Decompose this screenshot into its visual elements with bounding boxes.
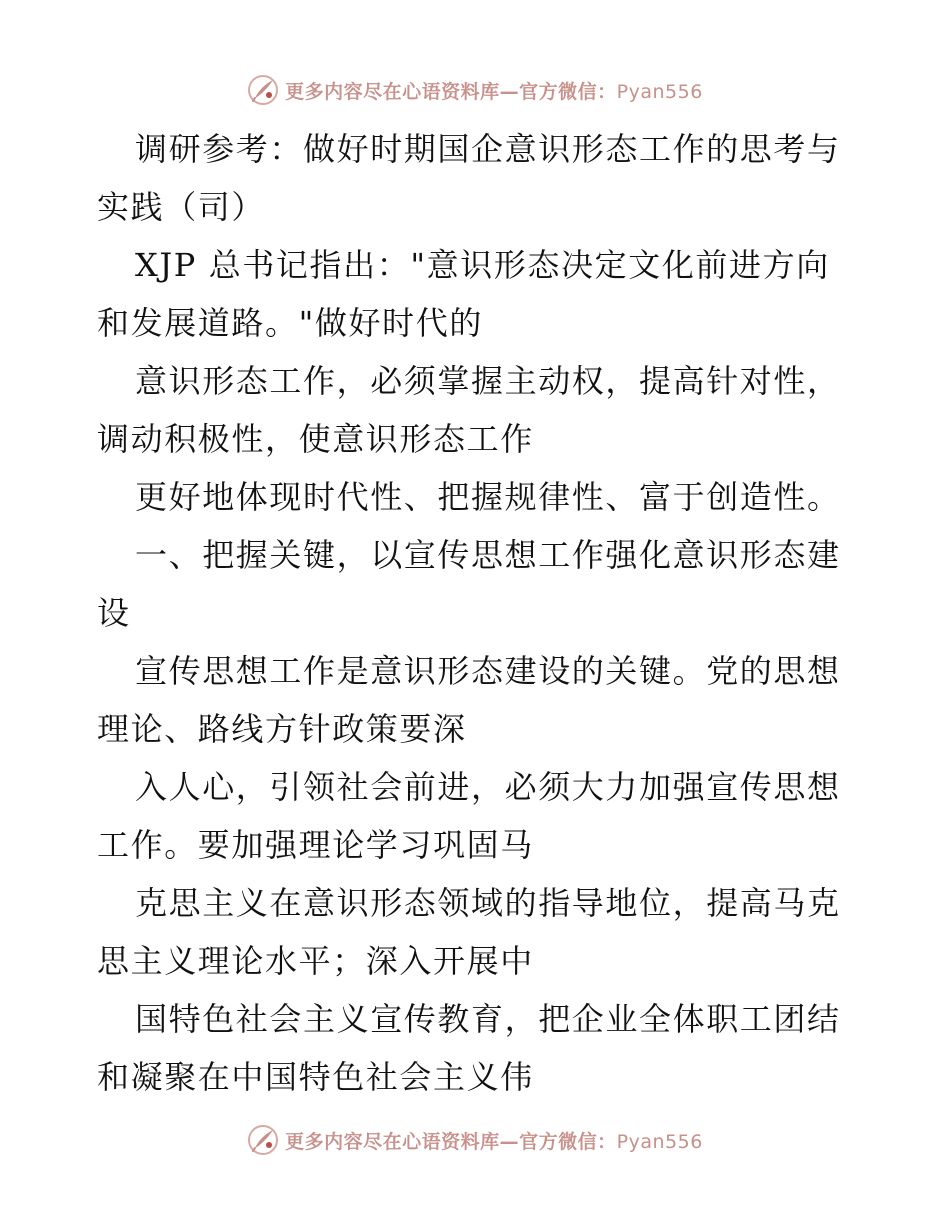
quill-pen-logo-icon xyxy=(247,1124,279,1156)
header-watermark xyxy=(0,72,950,108)
paragraph-title: 调研参考：做好时期国企意识形态工作的思考与实践（司） xyxy=(97,130,841,226)
paragraph: 意识形态工作，必须掌握主动权，提高针对性，调动积极性，使意识形态工作 xyxy=(97,362,841,458)
wechat-id: Pyan556 xyxy=(616,1130,703,1153)
paragraph: 国特色社会主义宣传教育，把企业全体职工团结和凝聚在中国特色社会主义伟 xyxy=(97,1000,841,1096)
paragraph: 更好地体现时代性、把握规律性、富于创造性。 xyxy=(135,478,841,516)
watermark-text: 更多内容尽在心语资料库—官方微信：Pyan556 xyxy=(285,80,703,103)
watermark-text: 更多内容尽在心语资料库—官方微信：Pyan556 xyxy=(285,1130,703,1153)
paragraph: 宣传思想工作是意识形态建设的关键。党的思想理论、路线方针政策要深 xyxy=(97,652,841,748)
paragraph: XJP 总书记指出："意识形态决定文化前进方向和发展道路。"做好时代的 xyxy=(97,246,830,342)
paragraph: 克思主义在意识形态领域的指导地位，提高马克思主义理论水平；深入开展中 xyxy=(97,884,841,980)
wechat-id: Pyan556 xyxy=(616,80,703,103)
paragraph: 入人心，引领社会前进，必须大力加强宣传思想工作。要加强理论学习巩固马 xyxy=(97,768,841,864)
footer-watermark xyxy=(0,1122,950,1158)
section-heading: 一、把握关键，以宣传思想工作强化意识形态建设 xyxy=(97,536,841,632)
quill-pen-logo-icon xyxy=(247,74,279,106)
document-body xyxy=(97,120,857,1106)
